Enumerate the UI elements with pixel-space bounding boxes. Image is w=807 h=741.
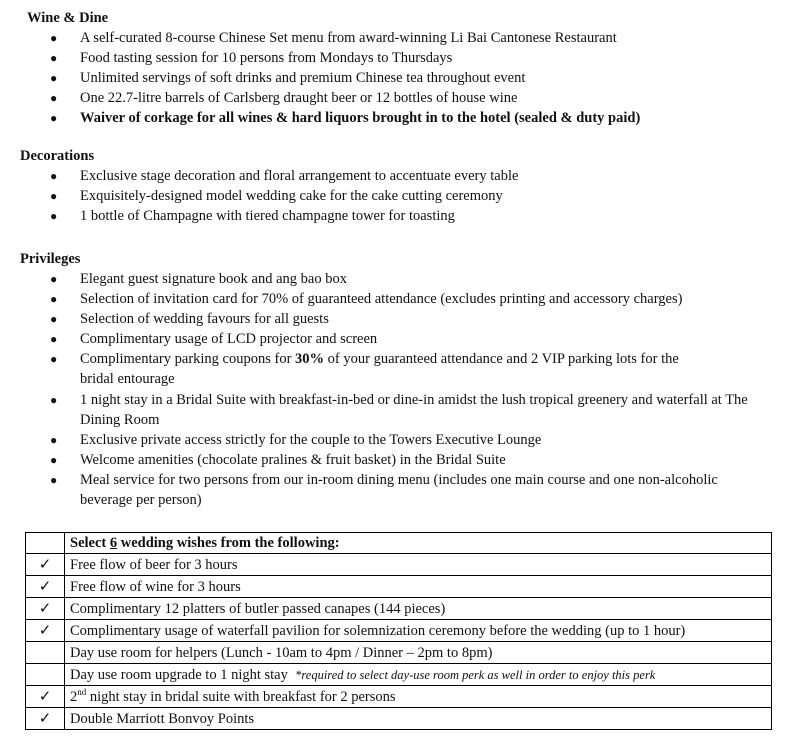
check-mark-icon: ✓	[26, 554, 65, 576]
table-row	[26, 708, 772, 730]
empty-check-cell	[26, 664, 65, 686]
bullet-icon: ●	[50, 91, 58, 105]
package-document: Wine & Dine ● A self-curated 8-course Chinese Set menu from award-winning Li Bai Cantonese Restaurant ● Food tasting session for 10 persons from Mondays to Thursdays ● Unlimited servings of soft drinks and premium Chinese tea throughout event ● One 22.7-litre barrels of Carlsberg draught beer or 12 bottles of house wine ● Waiver of corkage for all wines & hard liquors brought in to the hotel (sealed & duty paid) Decorations ● Exclusive stage decoration and floral arrangement to accentuate every table ● Exquisitely-designed model wedding cake for the cake cutting ceremony ● 1 bottle of Champagne with tiered champagne tower for toasting Privileges ● Elegant guest signature book and ang bao box ● Selection of invitation card for 70% of guaranteed attendance (excludes printing and accessory charges) ● Selection of wedding favours for all guests ● Complimentary usage of LCD projector and screen ● Complimentary parking coupons for 30% of your guaranteed attendance and 2 VIP parking lots for the bridal entourage ● 1 night stay in a Bridal Suite with breakfast-in-bed or dine-in amidst the lush tropical greenery and waterfall at The Dining Room ● Exclusive private access strictly for the couple to the Towers Executive Lounge ● Welcome amenities (chocolate pralines & fruit basket) in the Bridal Suite ● Meal service for two persons from our in-room dining menu (includes one main course and one non-alcoholic beverage per person) Select 6 wedding wishes from the following: ✓ Free flow of beer for 3 hours ✓ Free flow of wine for 3 hours ✓ Complimentary 12 platters of butler passed canapes (144 pieces) ✓ Complimentary usage of waterfall pavilion for solemnization ceremony before the wedding (up to 1 hour) Day use room for helpers (Lunch - 10am to 4pm / Dinner – 2pm to 8pm) Day use room upgrade to 1 night stay *required to select day-use room perk as well in order to enjoy this perk ✓ 2nd night stay in bridal suite with breakfast for 2 persons ✓ Double Marriott Bonvoy Points	[0, 0, 807, 741]
bullet-icon: ●	[50, 312, 58, 326]
wish-label: Double Marriott Bonvoy Points	[65, 708, 772, 730]
bullet-icon: ●	[50, 272, 58, 286]
table-row	[26, 598, 772, 620]
bullet-icon: ●	[50, 209, 58, 223]
check-mark-icon: ✓	[26, 620, 65, 642]
check-mark-icon: ✓	[26, 686, 65, 708]
wish-label: Complimentary 12 platters of butler passed canapes (144 pieces)	[65, 598, 772, 620]
wish-label: Complimentary usage of waterfall pavilion for solemnization ceremony before the wedding (up to 1 hour)	[65, 620, 772, 642]
bullet-icon: ●	[50, 169, 58, 183]
bullet-icon: ●	[50, 453, 58, 467]
check-mark-icon: ✓	[26, 708, 65, 730]
bullet-icon: ●	[50, 292, 58, 306]
privileges-title: Privileges	[20, 251, 81, 267]
wishes-header: Select 6 wedding wishes from the following:	[65, 533, 772, 554]
wedding-wishes-table	[25, 532, 772, 730]
bullet-icon: ●	[50, 71, 58, 85]
wish-label: Day use room upgrade to 1 night stay *required to select day-use room perk as well in order to enjoy this perk	[65, 664, 772, 686]
wish-label: 2nd night stay in bridal suite with breakfast for 2 persons	[65, 686, 772, 708]
table-row	[26, 620, 772, 642]
bullet-icon: ●	[50, 393, 58, 407]
table-row	[26, 686, 772, 708]
wine-dine-title: Wine & Dine	[27, 10, 109, 26]
bullet-icon: ●	[50, 31, 58, 45]
bullet-icon: ●	[50, 473, 58, 487]
decorations-title: Decorations	[20, 148, 95, 164]
check-mark-icon: ✓	[26, 576, 65, 598]
check-mark-icon: ✓	[26, 598, 65, 620]
wish-label: Day use room for helpers (Lunch - 10am to 4pm / Dinner – 2pm to 8pm)	[65, 642, 772, 664]
check-column-header	[26, 533, 65, 554]
bullet-icon: ●	[50, 111, 58, 125]
bullet-icon: ●	[50, 189, 58, 203]
table-row	[26, 576, 772, 598]
bullet-icon: ●	[50, 433, 58, 447]
wish-note: *required to select day-use room perk as well in order to enjoy this perk	[295, 667, 656, 682]
table-row	[26, 664, 772, 686]
list-item: ● Meal service for two persons from our in-room dining menu (includes one main course and one non-alcoholic beverage per person)	[50, 472, 718, 508]
wish-label: Free flow of beer for 3 hours	[65, 554, 772, 576]
table-row	[26, 642, 772, 664]
bullet-icon: ●	[50, 352, 58, 366]
table-header-row	[26, 533, 772, 554]
list-item: ● Complimentary parking coupons for 30% of your guaranteed attendance and 2 VIP parking lots for the bridal entourage	[50, 351, 679, 387]
empty-check-cell	[26, 642, 65, 664]
list-item: ● 1 night stay in a Bridal Suite with breakfast-in-bed or dine-in amidst the lush tropical greenery and waterfall at The Dining Room	[50, 392, 748, 428]
table-row	[26, 554, 772, 576]
bullet-icon: ●	[50, 51, 58, 65]
bullet-icon: ●	[50, 332, 58, 346]
wish-label: Free flow of wine for 3 hours	[65, 576, 772, 598]
